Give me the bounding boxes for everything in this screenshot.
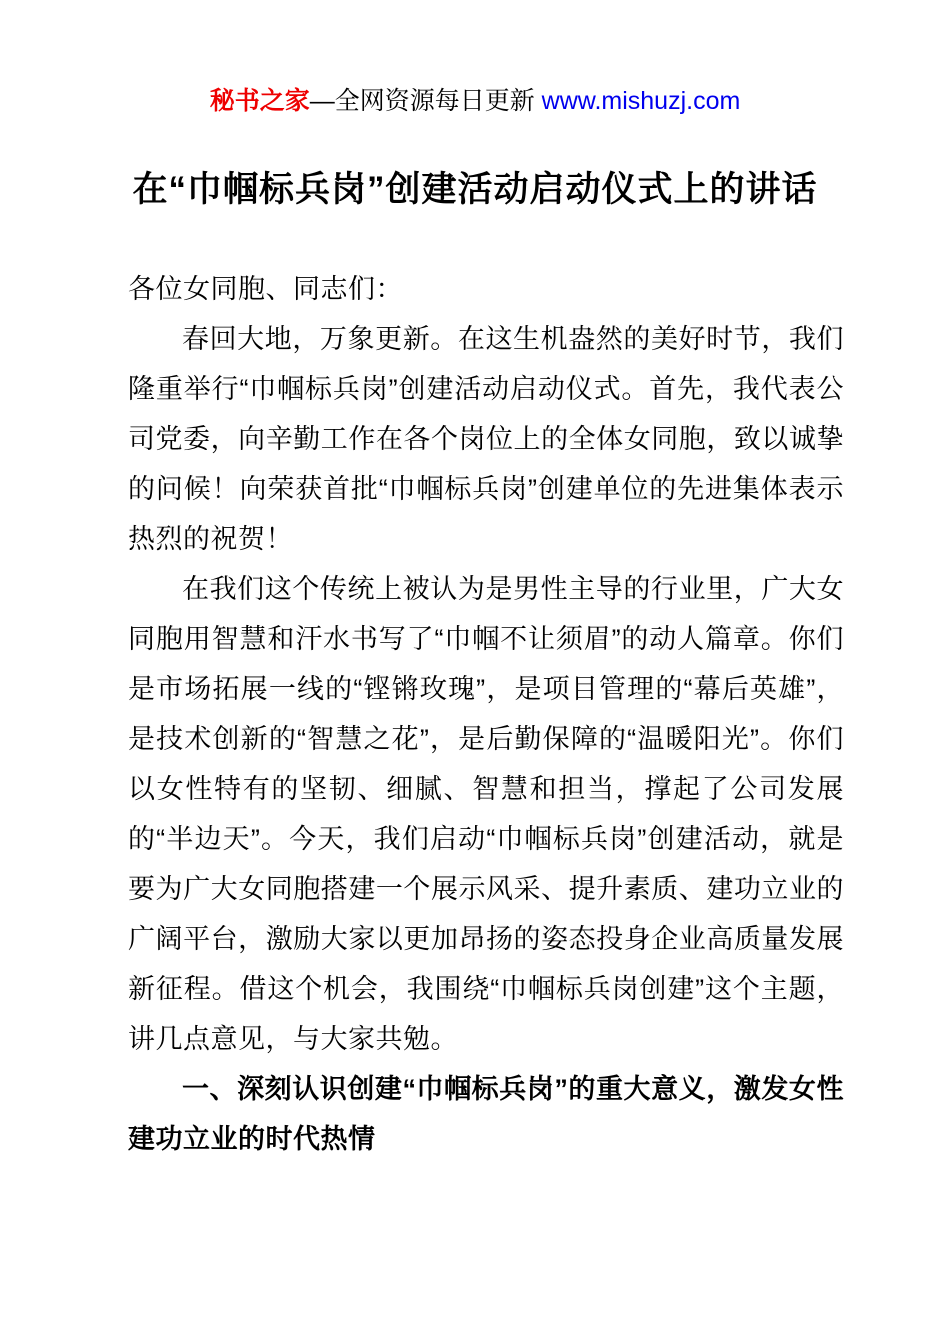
header-tagline: 全网资源每日更新 <box>334 87 542 115</box>
paragraph-salutation: 各位女同胞、同志们： <box>128 274 403 304</box>
header-banner <box>0 0 950 116</box>
site-name: 秘书之家 <box>209 87 310 115</box>
paragraph-main: 在我们这个传统上被认为是男性主导的行业里，广大女同胞用智慧和汗水书写了“巾帼不让须眉”的动人篇章。你们是市场拓展一线的“铿锵玫瑰”，是项目管理的“幕后英雄”，是技术创新的“智慧之花”，是后勤保障的“温暖阳光”。你们以女性特有的坚韧、细腻、智慧和担当，撑起了公司发展的“半边天”。今天，我们启动“巾帼标兵岗”创建活动，就是要为广大女同胞搭建一个展示风采、提升素质、建功立业的广阔平台，激励大家以更加昂扬的姿态投身企业高质量发展新征程。借这个机会，我围绕“巾帼标兵岗创建”这个主题，讲几点意见，与大家共勉。 <box>128 574 844 1054</box>
paragraph-opening: 春回大地，万象更新。在这生机盎然的美好时节，我们隆重举行“巾帼标兵岗”创建活动启动仪式。首先，我代表公司党委，向辛勤工作在各个岗位上的全体女同胞，致以诚挚的问候！向荣获首批“巾帼标兵岗”创建单位的先进集体表示热烈的祝贺！ <box>128 324 844 554</box>
section-heading-1: 一、深刻认识创建“巾帼标兵岗”的重大意义，激发女性建功立业的时代热情 <box>128 1074 844 1154</box>
document-title: 在“巾帼标兵岗”创建活动启动仪式上的讲话 <box>132 170 818 209</box>
header-separator: — <box>309 87 335 115</box>
site-url-link[interactable]: www.mishuzj.com <box>541 87 741 115</box>
document-body <box>128 264 844 1164</box>
